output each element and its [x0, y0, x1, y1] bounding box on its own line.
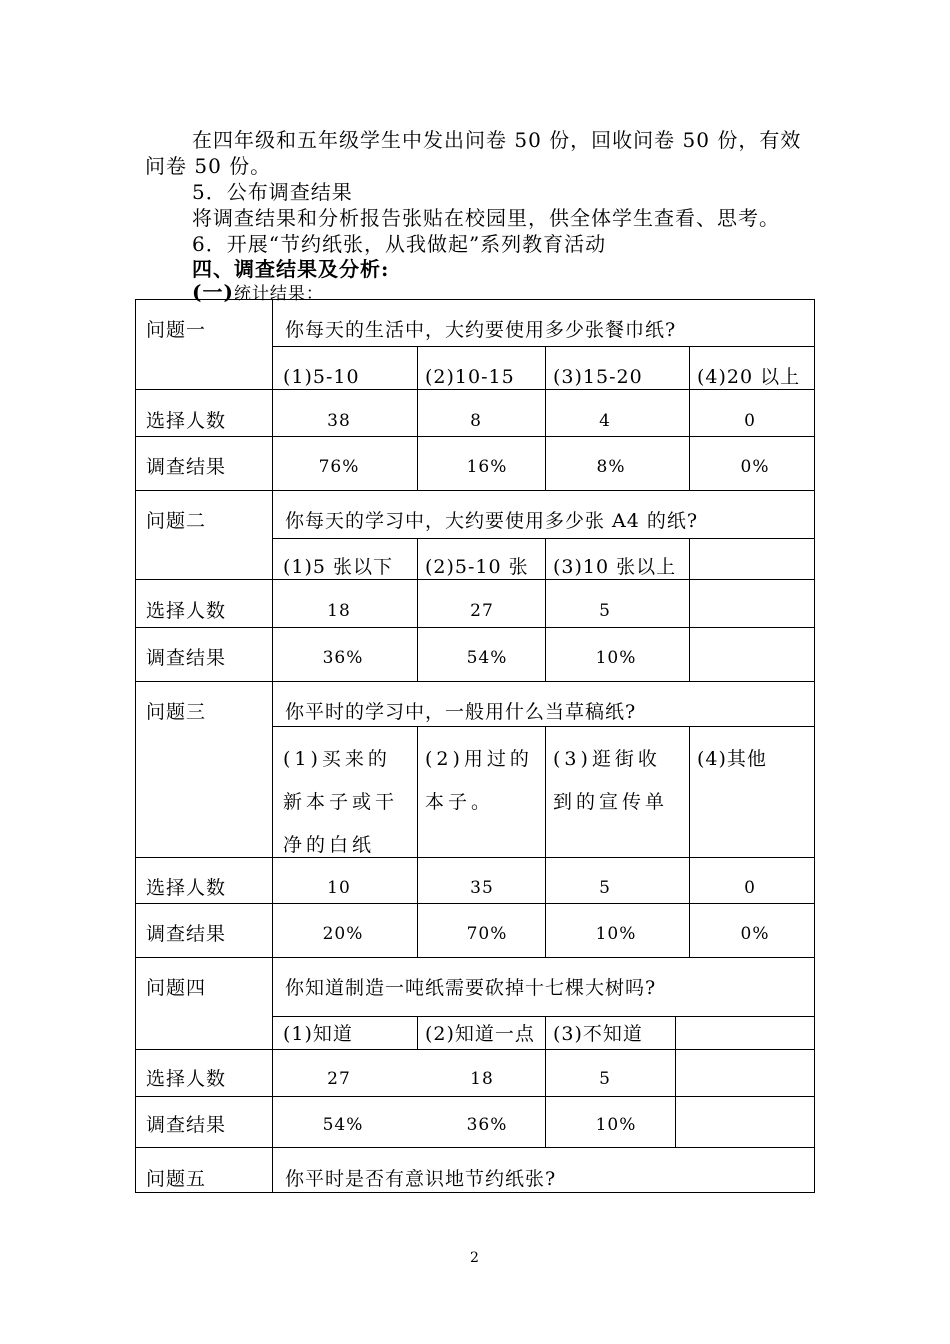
q3-option-3: (3)逛街收到的宣传单 — [553, 748, 669, 813]
q2-question: 你每天的学习中，大约要使用多少张 A4 的纸? — [285, 510, 699, 532]
q5-label: 问题五 — [146, 1168, 207, 1190]
q1-count-label: 选择人数 — [146, 410, 227, 432]
q1-option-4: (4)20 以上 — [697, 366, 801, 388]
list-item-5: 5．公布调查结果 — [192, 180, 353, 204]
q4-result-label: 调查结果 — [146, 1114, 227, 1136]
q5-question: 你平时是否有意识地节约纸张? — [285, 1168, 557, 1190]
q1-result-label: 调查结果 — [146, 456, 227, 478]
q1-option-2: (2)10-15 — [425, 366, 515, 388]
q2-count-label: 选择人数 — [146, 600, 227, 622]
q4-result-2: 36% — [466, 1115, 508, 1135]
q3-result-1: 20% — [322, 924, 364, 944]
q2-option-1: (1)5 张以下 — [283, 556, 394, 578]
q2-result-1: 36% — [322, 648, 364, 668]
paragraph-survey-line2: 问卷 50 份。 — [145, 154, 272, 178]
q1-result-2: 16% — [466, 457, 508, 477]
q1-option-3: (3)15-20 — [553, 366, 643, 388]
q1-option-1: (1)5-10 — [283, 366, 360, 388]
q1-result-3: 8% — [596, 457, 626, 477]
q3-option-1: (1)买来的新本子或干净的白纸 — [283, 748, 399, 856]
q3-result-label: 调查结果 — [146, 923, 227, 945]
q4-label: 问题四 — [146, 977, 207, 999]
q2-result-3: 10% — [595, 648, 637, 668]
subsection-number: (一) — [192, 280, 234, 304]
q4-count-label: 选择人数 — [146, 1068, 227, 1090]
page-number: 2 — [470, 1250, 479, 1266]
paragraph-publish: 将调查结果和分析报告张贴在校园里，供全体学生查看、思考。 — [192, 206, 780, 230]
q4-result-3: 10% — [595, 1115, 637, 1135]
q2-count-3: 5 — [599, 601, 611, 621]
q3-result-2: 70% — [466, 924, 508, 944]
q1-result-1: 76% — [318, 457, 360, 477]
subsection-title: 统计结果： — [233, 284, 324, 304]
q1-label: 问题一 — [146, 319, 207, 341]
q2-count-1: 18 — [327, 601, 351, 621]
q2-count-2: 27 — [470, 601, 494, 621]
q4-option-3: (3)不知道 — [553, 1023, 643, 1045]
q2-result-label: 调查结果 — [146, 647, 227, 669]
q3-option-4: (4)其他 — [697, 748, 767, 770]
q3-option-2: (2)用过的本子。 — [425, 748, 533, 813]
q3-question: 你平时的学习中，一般用什么当草稿纸? — [285, 701, 637, 723]
q2-option-3: (3)10 张以上 — [553, 556, 677, 578]
q1-count-3: 4 — [599, 411, 611, 431]
q1-count-2: 8 — [470, 411, 482, 431]
q4-count-1: 27 — [327, 1069, 351, 1089]
q3-count-1: 10 — [327, 878, 351, 898]
section-heading-4: 四、调查结果及分析: — [192, 257, 390, 281]
paragraph-survey-line1: 在四年级和五年级学生中发出问卷 50 份，回收问卷 50 份，有效 — [192, 128, 802, 152]
q4-result-1: 54% — [322, 1115, 364, 1135]
q1-question: 你每天的生活中，大约要使用多少张餐巾纸? — [285, 319, 677, 341]
q3-label: 问题三 — [146, 701, 207, 723]
q1-count-1: 38 — [327, 411, 351, 431]
q3-result-3: 10% — [595, 924, 637, 944]
q2-result-2: 54% — [466, 648, 508, 668]
q1-result-4: 0% — [740, 457, 770, 477]
q3-count-label: 选择人数 — [146, 877, 227, 899]
q3-count-3: 5 — [599, 878, 611, 898]
q3-result-4: 0% — [740, 924, 770, 944]
q4-count-2: 18 — [470, 1069, 494, 1089]
q2-option-2: (2)5-10 张 — [425, 556, 529, 578]
q3-count-4: 0 — [744, 878, 756, 898]
q4-option-2: (2)知道一点 — [425, 1023, 535, 1045]
q4-question: 你知道制造一吨纸需要砍掉十七棵大树吗? — [285, 977, 657, 999]
q1-count-4: 0 — [744, 411, 756, 431]
q3-count-2: 35 — [470, 878, 494, 898]
q4-option-1: (1)知道 — [283, 1023, 353, 1045]
q2-label: 问题二 — [146, 510, 207, 532]
q4-count-3: 5 — [599, 1069, 611, 1089]
list-item-6: 6．开展“节约纸张，从我做起”系列教育活动 — [192, 232, 607, 256]
